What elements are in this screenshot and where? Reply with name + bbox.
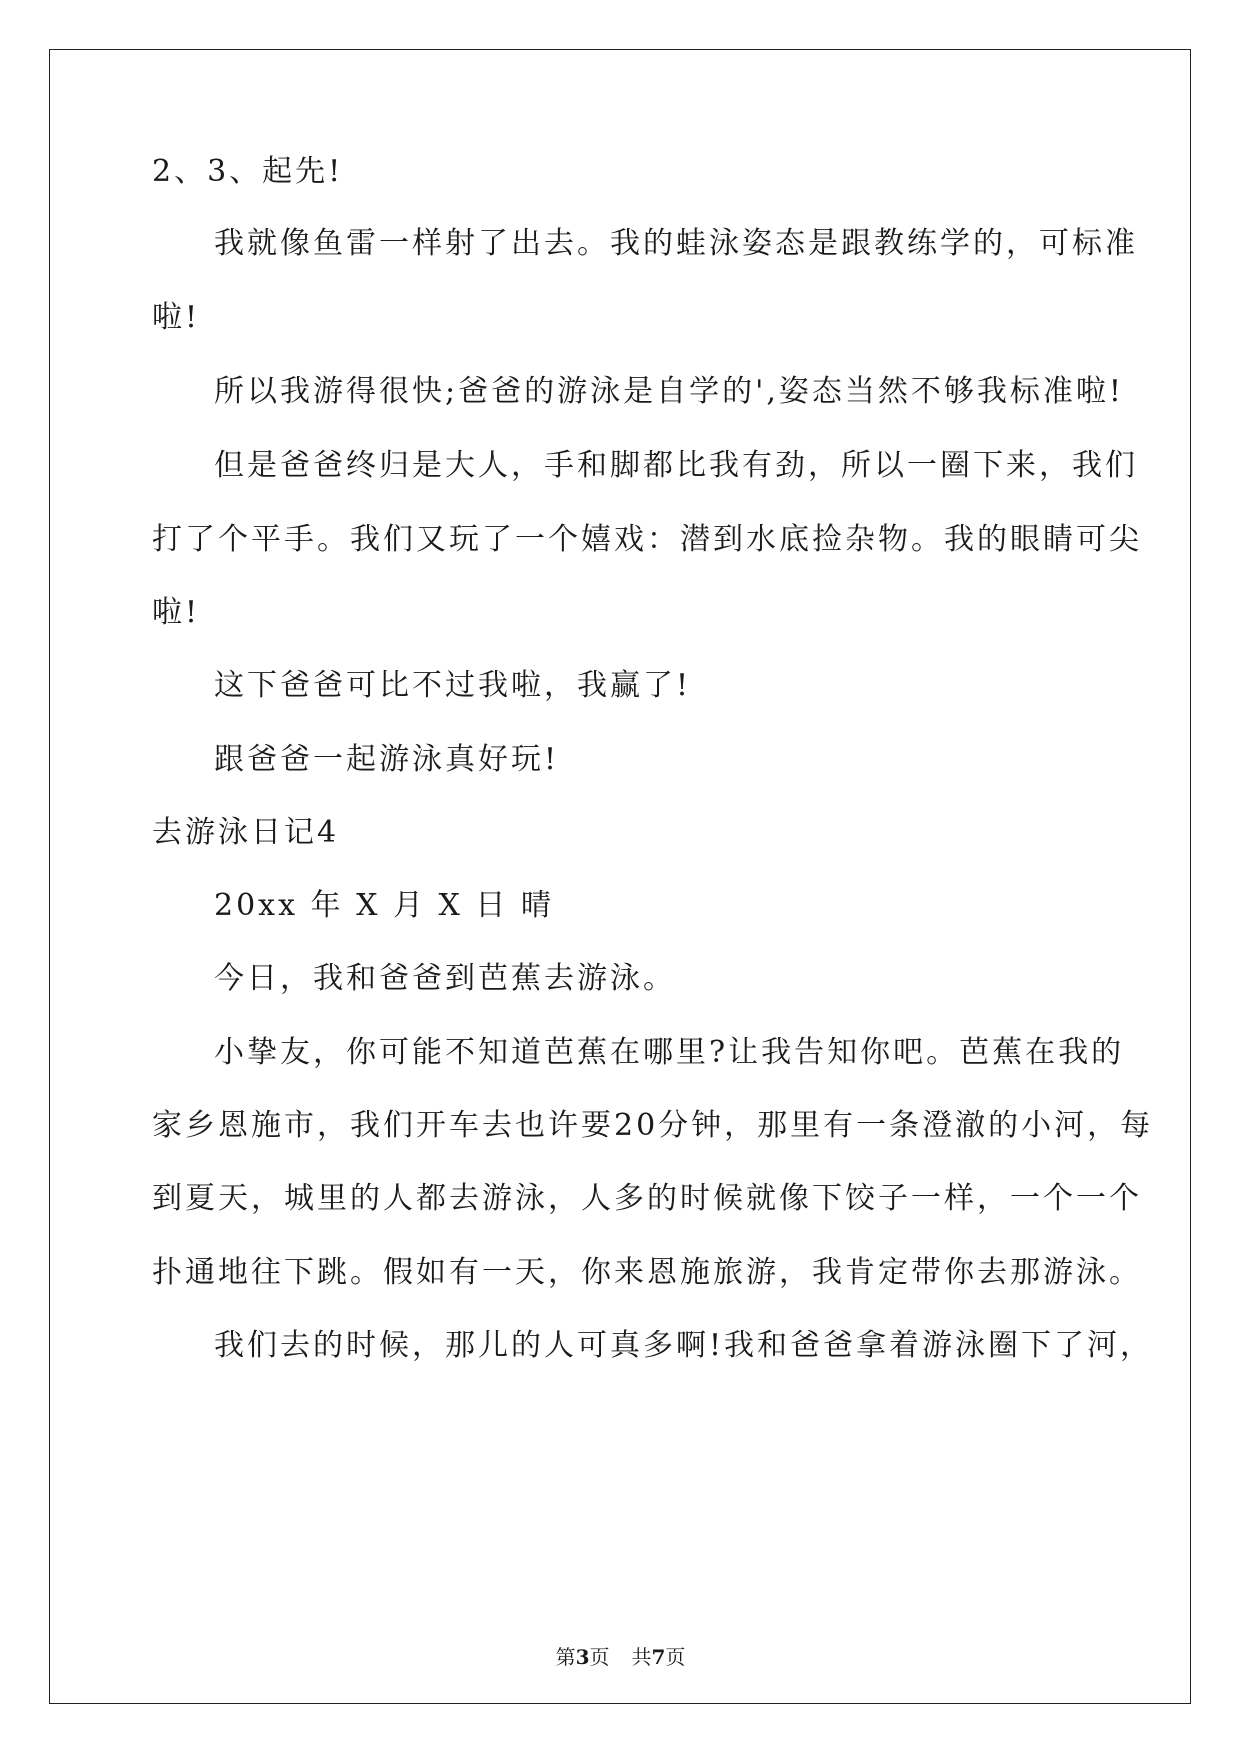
total-suffix: 页 — [665, 1645, 686, 1669]
text-line: 扑通地往下跳。假如有一天，你来恩施旅游，我肯定带你去那游泳。 — [152, 1255, 1142, 1290]
text-line: 今日，我和爸爸到芭蕉去游泳。 — [214, 961, 676, 996]
page-footer — [0, 1645, 1241, 1669]
text-line: 所以我游得很快;爸爸的游泳是自学的',姿态当然不够我标准啦! — [214, 374, 1124, 409]
text-line: 啦! — [152, 300, 201, 335]
text-line: 我们去的时候，那儿的人可真多啊!我和爸爸拿着游泳圈下了河， — [214, 1328, 1154, 1363]
text-line: 跟爸爸一起游泳真好玩! — [214, 742, 560, 777]
text-line: 这下爸爸可比不过我啦，我赢了! — [214, 668, 692, 703]
text-line: 但是爸爸终归是大人，手和脚都比我有劲，所以一圈下来，我们 — [214, 448, 1138, 483]
total-pages: 7 — [651, 1645, 666, 1669]
page-border — [49, 49, 1191, 1704]
text-line: 我就像鱼雷一样射了出去。我的蛙泳姿态是跟教练学的，可标准 — [214, 226, 1138, 261]
text-line: 打了个平手。我们又玩了一个嬉戏：潜到水底捡杂物。我的眼睛可尖 — [152, 522, 1142, 557]
text-line: 2、3、起先! — [152, 154, 344, 189]
text-line: 小挚友，你可能不知道芭蕉在哪里?让我告知你吧。芭蕉在我的 — [214, 1035, 1125, 1070]
section-heading: 去游泳日记4 — [152, 815, 340, 850]
page-suffix: 页 — [589, 1645, 610, 1669]
text-line: 啦! — [152, 595, 201, 630]
text-line: 家乡恩施市，我们开车去也许要20分钟，那里有一条澄澈的小河，每 — [152, 1108, 1154, 1143]
text-line: 到夏天，城里的人都去游泳，人多的时候就像下饺子一样，一个一个 — [152, 1181, 1142, 1216]
diary-date-line: 20xx 年 X 月 X 日 晴 — [214, 888, 554, 923]
page-prefix: 第 — [555, 1645, 576, 1669]
page-number: 3 — [575, 1645, 590, 1669]
total-prefix: 共 — [631, 1645, 652, 1669]
